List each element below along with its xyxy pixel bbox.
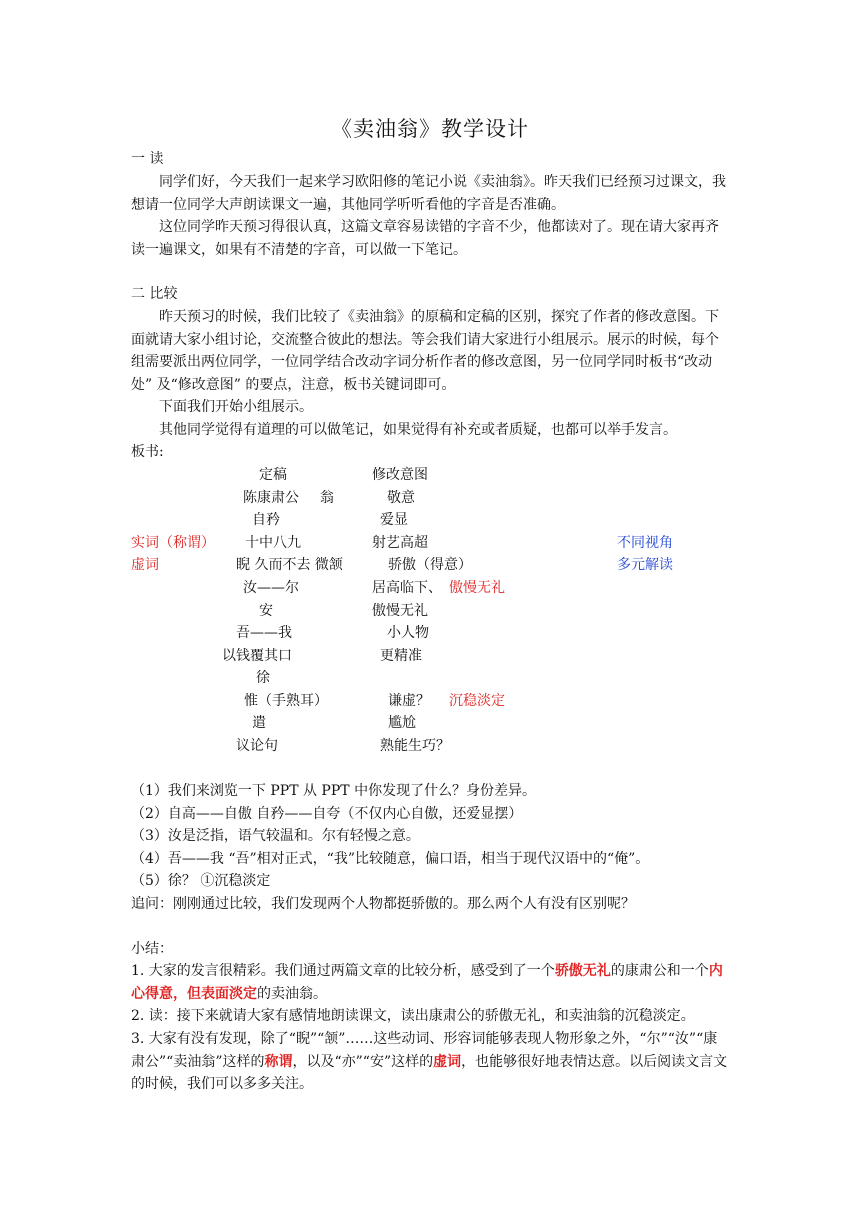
board-r8a: 以钱覆其口 [222, 648, 292, 664]
summary-item-1: 1. 大家的发言很精彩。我们通过两篇文章的比较分析，感受到了一个骄傲无礼的康肃公和一个内心得意，但表面淡定的卖油翁。 [131, 963, 723, 1002]
board-r1c: 敬意 [387, 490, 415, 506]
board-r2a: 自矜 [252, 512, 280, 528]
summary-item-3: 3. 大家有没有发现，除了“睨”“颔”……这些动词、形容词能够表现人物形象之外，“尔”“汝”“康肃公”“卖油翁”这样的称谓，以及“亦”“安”这样的虚词，也能够很好地表情达意。以后阅读文言文的时候，我们可以多多关注。 [131, 1031, 728, 1092]
note-item: （3）汝是泛指，语气较温和。尔有轻慢之意。 [131, 828, 420, 844]
board-r4a: 睨 久而不去 微颔 [236, 557, 343, 573]
board-label: 板书: [131, 444, 164, 460]
board-r2c: 爱显 [380, 512, 408, 528]
section2-paragraph-3: 其他同学觉得有道理的可以做笔记，如果觉得有补充或者质疑，也都可以举手发言。 [159, 422, 677, 438]
board-r12a: 议论句 [236, 738, 278, 754]
board-r7c: 小人物 [387, 625, 429, 641]
board-r3c: 射艺高超 [372, 535, 428, 551]
board-r10a: 惟（手熟耳） [244, 693, 328, 709]
board-r5c: 居高临下、 [372, 580, 442, 596]
board-r3a: 十中八九 [245, 535, 301, 551]
board-r8c: 更精准 [380, 648, 422, 664]
board-r9a: 徐 [256, 670, 270, 686]
board-right-label-1: 不同视角 [617, 535, 673, 551]
note-item: （5）徐？ ①沉稳淡定 [131, 873, 271, 889]
board-r6c: 傲慢无礼 [372, 603, 428, 619]
section2-heading: 二 比较 [131, 286, 178, 302]
section1-paragraph-1: 同学们好，今天我们一起来学习欧阳修的笔记小说《卖油翁》。昨天我们已经预习过课文，我想请一位同学大声朗读课文一遍，其他同学听听看他的字音是否准确。 [131, 174, 726, 213]
document-title: 《卖油翁》教学设计 [331, 117, 529, 141]
highlight-neixin: 内心得意，但表面淡定 [131, 963, 723, 1002]
follow-up-question: 追问：刚刚通过比较，我们发现两个人物都挺骄傲的。那么两个人有没有区别呢？ [131, 896, 635, 912]
summary-item-2: 2. 读：接下来就请大家有感情地朗读课文，读出康肃公的骄傲无礼，和卖油翁的沉稳淡定。 [131, 1008, 695, 1024]
section1-paragraph-2: 这位同学昨天预习得很认真，这篇文章容易读错的字音不少，他都读对了。现在请大家再齐读一遍课文，如果有不清楚的字音，可以做一下笔记。 [131, 219, 719, 258]
section1-heading: 一 读 [131, 151, 164, 167]
note-item: （4）吾——我 “吾”相对正式，“我”比较随意，偏口语，相当于现代汉语中的“俺”。 [131, 851, 650, 867]
board-r7a: 吾——我 [236, 625, 292, 641]
summary-heading: 小结： [131, 941, 173, 957]
board-r10d: 沉稳淡定 [449, 693, 505, 709]
section2-paragraph-1: 昨天预习的时候，我们比较了《卖油翁》的原稿和定稿的区别，探究了作者的修改意图。下面就请大家小组讨论，交流整合彼此的想法。等会我们请大家进行小组展示。展示的时候，每个组需要派出两位同学，一位同学结合改动字词分析作者的修改意图，另一位同学同时板书“改动处” 及“修改意图” 的要点，注意，板书关键词即可。 [131, 309, 719, 393]
board-r11a: 遣 [252, 715, 266, 731]
board-right-label-2: 多元解读 [617, 557, 673, 573]
board-left-label-xuci: 虚词 [131, 557, 159, 573]
board-r4c: 骄傲（得意） [388, 557, 472, 573]
note-item: （2）自高——自傲 自矜——自夸（不仅内心自傲，还爱显摆） [131, 806, 523, 822]
note-item: （1）我们来浏览一下 PPT 从 PPT 中你发现了什么？身份差异。 [131, 783, 537, 799]
board-r5a: 汝——尔 [243, 580, 299, 596]
highlight-xuci: 虚词 [433, 1053, 462, 1070]
board-r5d: 傲慢无礼 [449, 580, 505, 596]
board-r11c: 尴尬 [388, 715, 416, 731]
board-col1-header: 定稿 [259, 467, 287, 483]
board-r1a: 陈康肃公 [243, 490, 299, 506]
board-left-label-shici: 实词（称谓） [131, 535, 215, 551]
highlight-jiaoao: 骄傲无礼 [554, 963, 611, 979]
section2-paragraph-2: 下面我们开始小组展示。 [159, 399, 313, 415]
board-r1b: 翁 [320, 490, 334, 506]
board-r12c: 熟能生巧？ [380, 738, 450, 754]
board-r6a: 安 [259, 603, 273, 619]
board-col2-header: 修改意图 [372, 467, 428, 483]
board-r10c: 谦虚？ [388, 693, 430, 709]
highlight-chengwei: 称谓 [264, 1053, 293, 1070]
